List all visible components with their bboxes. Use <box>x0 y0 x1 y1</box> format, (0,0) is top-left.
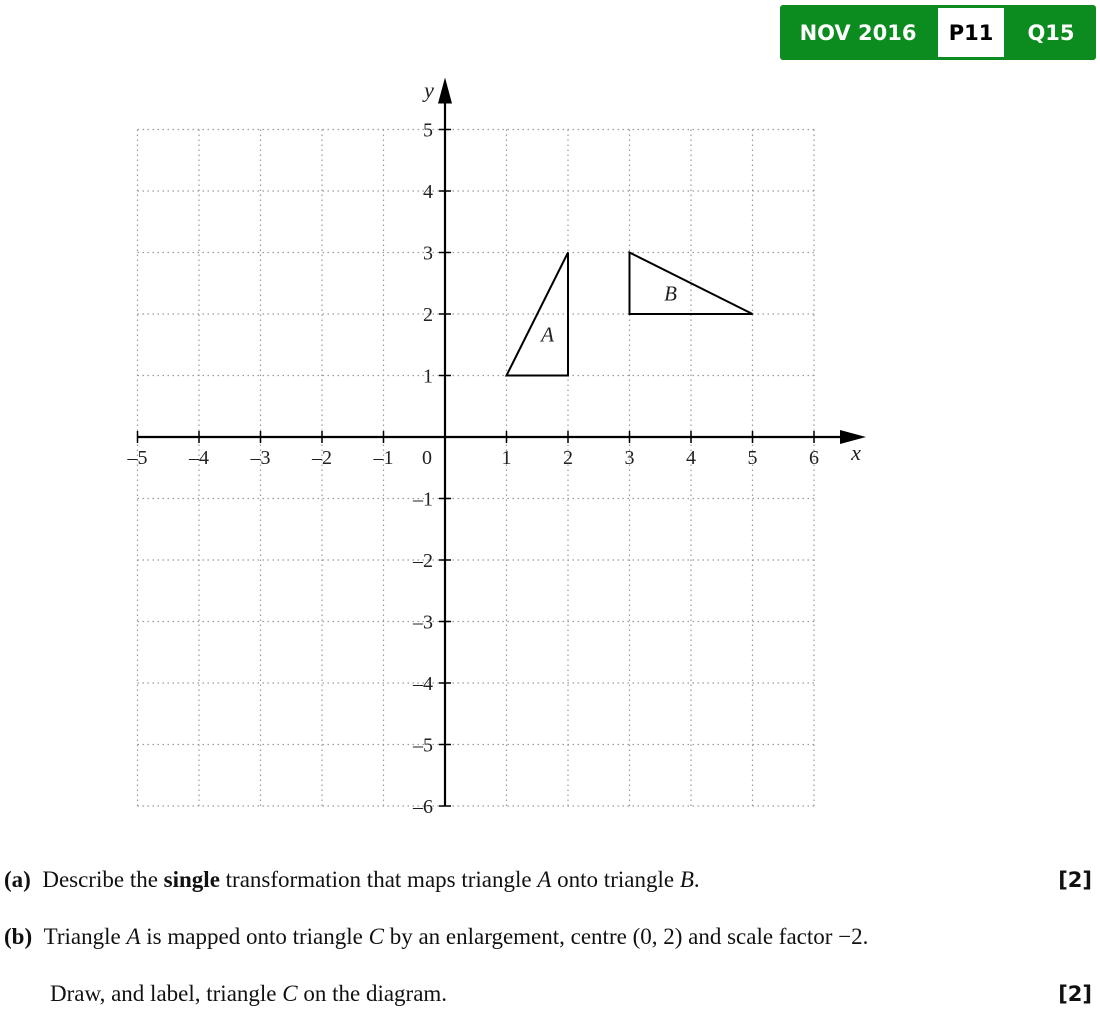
y-tick-label: 3 <box>423 242 433 265</box>
x-tick-label: 0 <box>422 447 432 469</box>
question-a-marks: [2] <box>1058 868 1092 892</box>
question-a-text-4: . <box>693 867 700 892</box>
badge-question: Q15 <box>1027 20 1075 45</box>
y-tick-label: 4 <box>423 181 433 203</box>
triangle-label-a: A <box>541 322 554 347</box>
x-tick-label: 4 <box>686 447 696 469</box>
question-b-tri1: A <box>126 924 141 949</box>
grid <box>138 130 815 807</box>
question-a-text-1: Describe the <box>42 867 164 892</box>
badge-session: NOV 2016 <box>799 20 917 45</box>
x-tick-label: 2 <box>563 447 573 469</box>
axes <box>138 78 867 807</box>
question-b-part: (b) <box>4 924 33 949</box>
question-a-tri2: B <box>679 867 694 892</box>
x-tick-label: –5 <box>127 447 148 469</box>
question-c-tri: C <box>282 981 298 1006</box>
x-axis-label: x <box>851 440 861 465</box>
y-tick-label: 1 <box>423 365 433 388</box>
question-b-tri2: C <box>368 924 384 949</box>
question-b-instruction <box>50 981 447 1007</box>
question-b-text-2: is mapped onto triangle <box>140 924 369 949</box>
y-axis-arrow-icon <box>438 78 452 104</box>
question-b-text-1: Triangle <box>43 924 127 949</box>
question-b <box>4 924 868 950</box>
question-c-text-1: Draw, and label, triangle <box>50 981 283 1006</box>
y-tick-label: –4 <box>413 673 433 695</box>
question-a-tri1: A <box>537 867 552 892</box>
x-tick-label: –4 <box>189 447 209 469</box>
labels <box>127 78 862 819</box>
badge-paper: P11 <box>938 8 1004 57</box>
question-a-text-2: transformation that maps triangle <box>219 867 538 892</box>
question-a <box>4 867 700 893</box>
y-tick-label: –1 <box>413 488 433 511</box>
y-tick-label: 5 <box>423 119 433 142</box>
question-a-text-3: onto triangle <box>551 867 680 892</box>
x-tick-label: 5 <box>747 447 758 469</box>
triangle-label-b: B <box>664 281 677 306</box>
y-tick-label: 2 <box>423 304 433 326</box>
x-tick-label: –3 <box>250 447 271 469</box>
y-tick-label: –5 <box>413 734 433 757</box>
question-c-text-2: on the diagram. <box>297 981 448 1006</box>
y-tick-label: –2 <box>413 550 433 572</box>
question-b-text-3: by an enlargement, centre (0, 2) and scale factor −2. <box>383 924 869 949</box>
x-tick-label: 3 <box>624 447 635 469</box>
question-b-marks: [2] <box>1058 982 1092 1006</box>
x-tick-label: 6 <box>809 447 819 469</box>
y-axis-label: y <box>424 77 434 103</box>
question-a-bold: single <box>163 867 220 892</box>
x-tick-label: 1 <box>501 447 512 469</box>
y-tick-label: –3 <box>413 611 433 634</box>
x-tick-label: –1 <box>373 447 394 469</box>
question-a-part: (a) <box>4 867 31 892</box>
y-tick-label: –6 <box>413 796 433 818</box>
x-tick-label: –2 <box>312 447 332 469</box>
